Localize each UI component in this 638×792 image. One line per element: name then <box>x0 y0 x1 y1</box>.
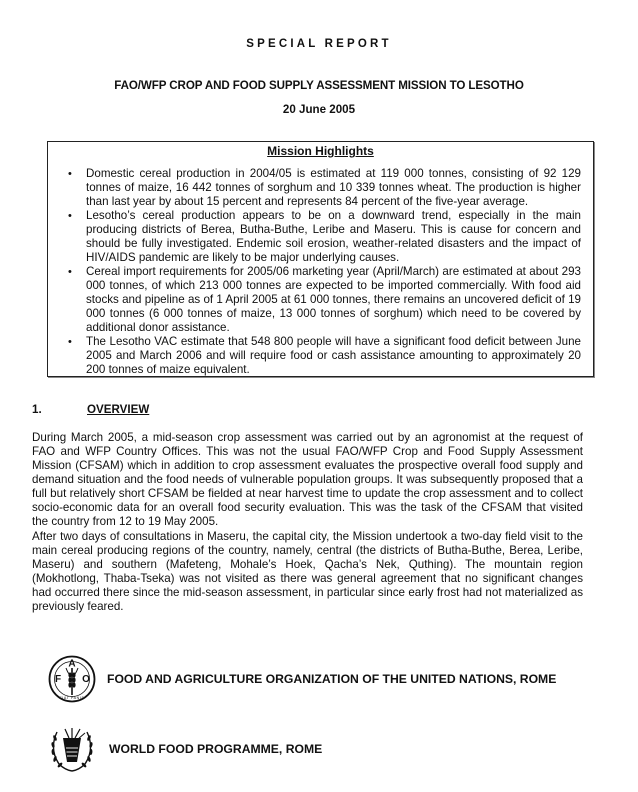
highlights-title: Mission Highlights <box>267 144 374 158</box>
overview-paragraph: During March 2005, a mid-season crop assessment was carried out by an agronomist at the request of FAO and WFP Country Offices. This was not the usual FAO/WFP Crop and Food Supply Assessment Mission (CFSAM) which in addition to crop assessment evaluates the prospective overall food supply and demand situation and the food needs of vulnerable population groups. It was subsequently proposed that a full but relatively short CFSAM be fielded at near harvest time to update the crop assessment and to collect socio-economic data for an overall food security evaluation. This was the task of the CFSAM that visited the country from 12 to 19 May 2005. <box>32 431 583 528</box>
highlight-item <box>68 265 581 335</box>
fao-letter-o: O <box>82 674 90 685</box>
fao-motto: FIAT PANIS <box>59 696 85 700</box>
fao-logo-icon <box>47 654 97 704</box>
mission-highlights-box <box>47 141 594 377</box>
wfp-org-row <box>47 724 322 774</box>
highlight-item <box>68 335 581 377</box>
wfp-org-name: WORLD FOOD PROGRAMME, ROME <box>109 742 323 756</box>
report-date: 20 June 2005 <box>282 103 356 116</box>
bullet-icon: • <box>68 210 72 222</box>
fao-letter-f: F <box>54 674 62 685</box>
highlight-item <box>68 209 581 265</box>
wfp-logo-icon <box>47 724 97 774</box>
highlight-text: The Lesotho VAC estimate that 548 800 people will have a significant food deficit between June 2005 and March 2006 and will require food or cash assistance amounting to approximately 20 200 tonnes of maize equivalent. <box>86 335 581 376</box>
section-number: 1. <box>32 403 42 416</box>
section-title: OVERVIEW <box>87 403 150 416</box>
bullet-icon: • <box>68 266 72 278</box>
bullet-icon: • <box>68 336 72 348</box>
overview-paragraph: After two days of consultations in Maseru, the capital city, the Mission undertook a two-day field visit to the main cereal producing regions of the country, namely, central (the districts of Butha-Buthe, Berea, Leribe, Maseru) and southern (Mafeteng, Mohale’s Hoek, Qacha’s Nek, Quthing). The mountain region (Mokhotlong, Thaba-Tseka) was not visited as there was general agreement that no significant changes had occurred there since the mid-season assessment, in particular since early frost had not materialized as previously feared. <box>32 530 583 613</box>
highlight-item <box>68 167 581 209</box>
highlights-list <box>68 167 581 377</box>
fao-letter-a: A <box>68 658 76 670</box>
highlight-text: Cereal import requirements for 2005/06 marketing year (April/March) are estimated at about 293 000 tonnes, of which 213 000 tonnes are expected to be imported commercially. With food aid stocks and pipeline as of 1 April 2005 at 61 000 tonnes, there remains an uncovered deficit of 19 000 tonnes (6 000 tonnes of maize, 13 000 tonnes of sorghum) which need to be covered by additional donor assistance. <box>86 265 581 334</box>
fao-org-name: FOOD AND AGRICULTURE ORGANIZATION OF THE UNITED NATIONS, ROME <box>107 672 557 686</box>
bullet-icon: • <box>68 168 72 180</box>
report-kicker: SPECIAL REPORT <box>246 38 392 50</box>
highlight-text: Lesotho’s cereal production appears to be on a downward trend, especially in the main producing districts of Berea, Butha-Buthe, Leribe and Maseru. This is cause for concern and should be fully investigated. Endemic soil erosion, weather-related disasters and the impact of HIV/AIDS pandemic are likely to be major underlying causes. <box>86 209 581 264</box>
report-title: FAO/WFP CROP AND FOOD SUPPLY ASSESSMENT MISSION TO LESOTHO <box>114 79 524 92</box>
fao-org-row <box>47 654 556 704</box>
highlight-text: Domestic cereal production in 2004/05 is estimated at 119 000 tonnes, consisting of 92 129 tonnes of maize, 16 442 tonnes of sorghum and 10 339 tonnes wheat. The production is higher than last year by about 15 percent and represents 84 percent of the five-year average. <box>86 167 581 208</box>
